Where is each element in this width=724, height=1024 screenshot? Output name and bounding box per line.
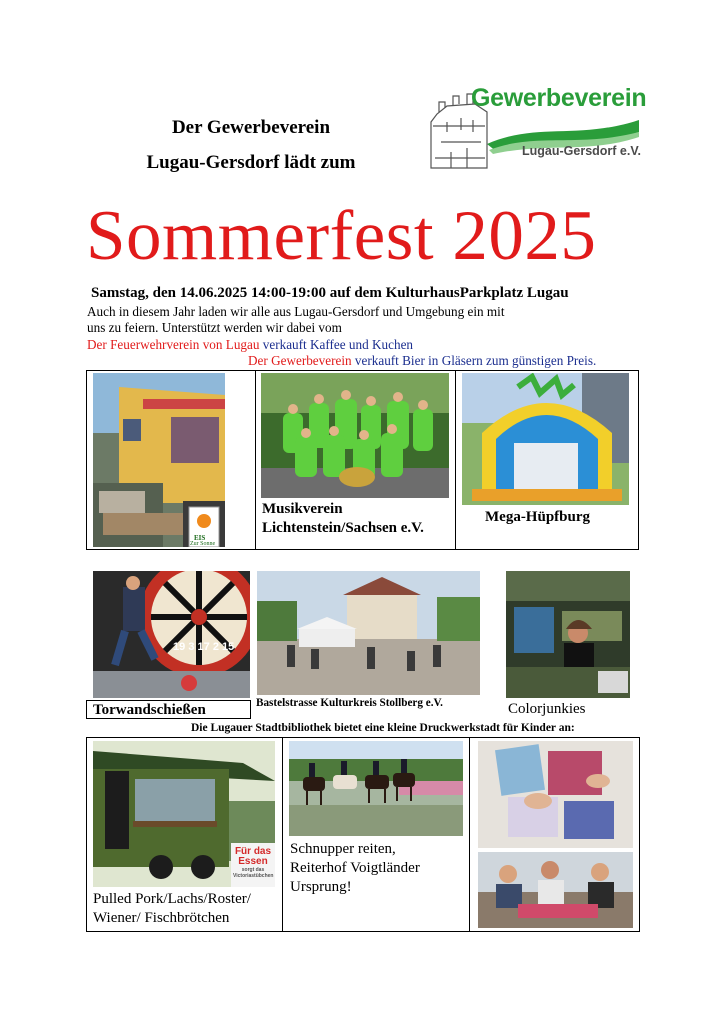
reiten-photo: [289, 741, 463, 836]
dart-number: 15: [222, 641, 235, 653]
torwand-photo: [93, 571, 250, 698]
logo-name: Gewerbeverein: [471, 84, 647, 112]
dart-number: 19: [173, 641, 186, 653]
food-badge: [233, 847, 273, 879]
colorjunkies-caption: Colorjunkies: [508, 701, 586, 717]
huepfburg-photo: [462, 373, 629, 505]
table-divider: [455, 370, 456, 550]
library-note: Die Lugauer Stadtbibliothek bietet eine kleine Druckwerkstadt für Kinder an:: [191, 722, 575, 734]
food-caption-1: Pulled Pork/Lachs/Roster/: [93, 891, 251, 907]
invite-line-2: uns zu feiern. Unterstützt werden wir dabei vom: [87, 320, 342, 335]
invite-line-1: Auch in diesem Jahr laden wir alle aus Lugau-Gersdorf und Umgebung ein mit: [87, 304, 505, 319]
gewerbeverein-logo: [427, 82, 647, 172]
dart-numbers: [173, 641, 234, 653]
druckwerkstatt-photo-2: [478, 852, 633, 928]
eis-badge-top: EIS: [194, 534, 206, 542]
bastelstrasse-caption: Bastelstrasse Kulturkreis Stollberg e.V.: [256, 697, 443, 709]
dart-number: 3: [188, 641, 195, 653]
intro-line-1: Der Gewerbeverein: [171, 117, 331, 138]
huepfburg-caption: Mega-Hüpfburg: [485, 509, 590, 525]
table-divider: [469, 737, 470, 932]
food-caption-2: Wiener/ Fischbrötchen: [93, 910, 230, 926]
reiten-caption-2: Reiterhof Voigtländer: [290, 860, 420, 876]
logo-subtitle: Lugau-Gersdorf e.V.: [522, 144, 642, 158]
food-badge-line-4: Victoriastübchen: [233, 873, 274, 879]
feuerwehr-text: verkauft Kaffee und Kuchen: [262, 337, 414, 352]
musikverein-photo: [261, 373, 449, 498]
foodtruck-photo: [93, 741, 275, 887]
musikverein-caption-2: Lichtenstein/Sachsen e.V.: [262, 520, 424, 536]
colorjunkies-photo: [506, 571, 630, 698]
reiten-caption-3: Ursprung!: [290, 879, 352, 895]
event-date-line: Samstag, den 14.06.2025 14:00-19:00 auf dem KulturhausParkplatz Lugau: [91, 285, 569, 301]
reiten-caption-1: Schnupper reiten,: [290, 841, 396, 857]
bastelstrasse-photo: [257, 571, 480, 695]
intro-line-2: Lugau-Gersdorf lädt zum: [146, 152, 356, 173]
druckwerkstatt-photo-1: [478, 741, 633, 848]
eiscafe-photo: [93, 373, 225, 547]
table-divider: [282, 737, 283, 932]
dart-number: 17: [197, 641, 210, 653]
dart-number: 2: [212, 641, 219, 653]
musikverein-caption-1: Musikverein: [262, 501, 343, 517]
eis-badge-bottom: Zur Sonne: [190, 541, 216, 547]
food-badge-line-1: Für das: [234, 846, 272, 857]
table-divider: [255, 370, 256, 550]
gewerbe-line: [248, 353, 596, 369]
feuerwehr-org: Der Feuerwehrverein von Lugau: [87, 337, 260, 352]
feuerwehr-line: [87, 337, 413, 353]
food-badge-line-3: sorgt das: [241, 867, 265, 873]
gewerbe-text: verkauft Bier in Gläsern zum günstigen Preis.: [354, 353, 597, 368]
torwand-caption: Torwandschießen: [93, 702, 206, 718]
food-badge-line-2: Essen: [238, 856, 268, 867]
gewerbe-org: Der Gewerbeverein: [248, 353, 352, 368]
event-title: Sommerfest 2025: [86, 197, 597, 275]
